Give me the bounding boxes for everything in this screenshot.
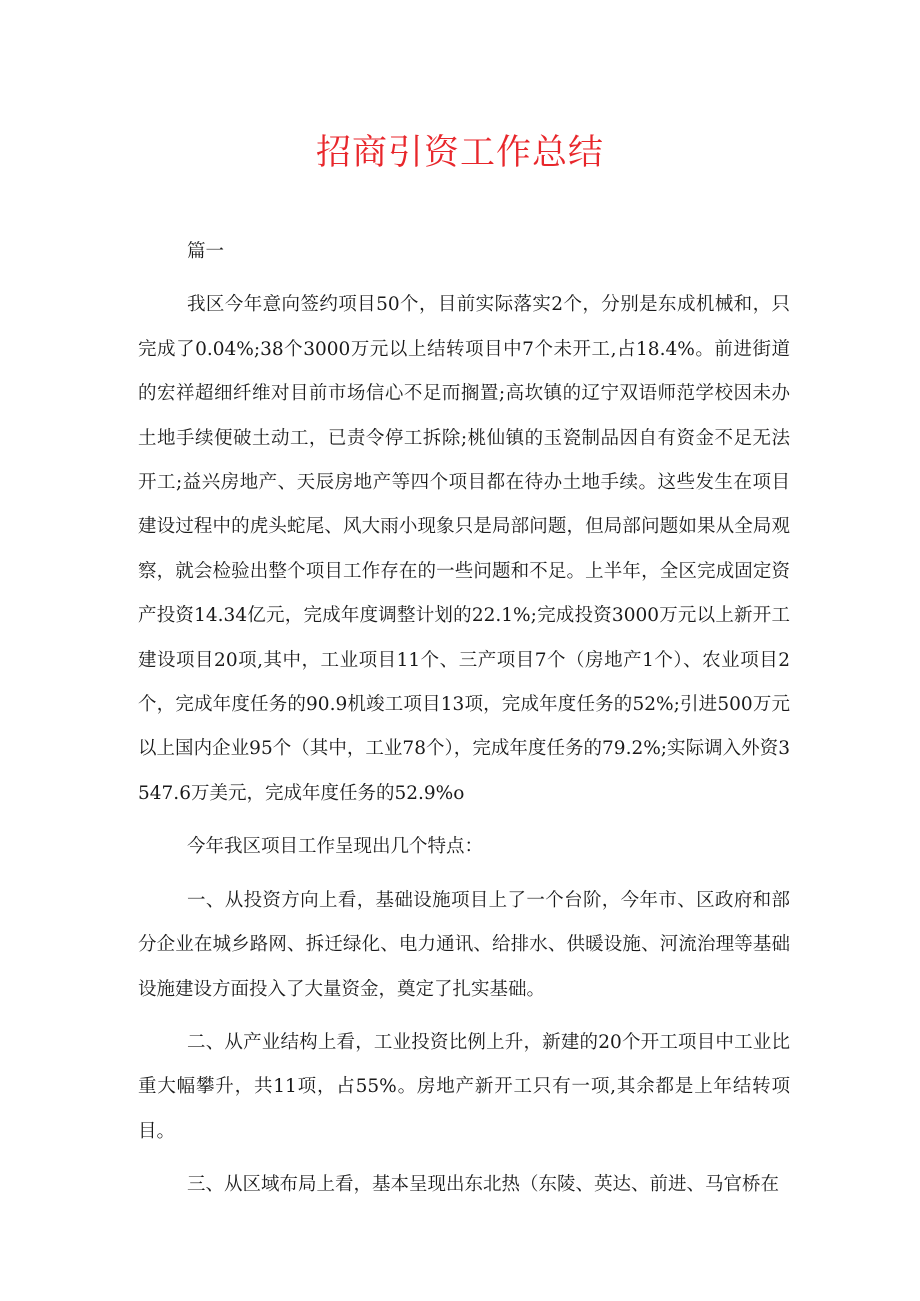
paragraph: 三、从区域布局上看，基本呈现出东北热（东陵、英达、前进、马官桥在 — [187, 1174, 780, 1196]
document-body — [138, 230, 790, 1217]
section-label: 篇一 — [187, 241, 225, 262]
paragraph: 二、从产业结构上看，工业投资比例上升，新建的20个开工项目中工业比重大幅攀升，共11项，占55%。房地产新开工只有一项,其余都是上年结转项目。 — [138, 1031, 790, 1142]
paragraph: 一、从投资方向上看，基础设施项目上了一个台阶，今年市、区政府和部分企业在城乡路网、拆迁绿化、电力通讯、给排水、供暖设施、河流治理等基础设施建设方面投入了大量资金，奠定了扎实基础。 — [138, 889, 790, 1000]
paragraph: 今年我区项目工作呈现出几个特点： — [187, 836, 484, 858]
document-title: 招商引资工作总结 — [315, 133, 604, 173]
paragraph: 我区今年意向签约项目50个，目前实际落实2个，分别是东成机械和，只完成了0.04%;38个3000万元以上结转项目中7个未开工,占18.4%。前进街道的宏祥超细纤维对目前市场信心不足而搁置;高坎镇的辽宁双语师范学校因未办土地手续便破土动工，已责令停工拆除;桃仙镇的玉瓷制品因自有资金不足无法开工;益兴房地产、天辰房地产等四个项目都在待办土地手续。这些发生在项目建设过程中的虎头蛇尾、风大雨小现象只是局部问题，但局部问题如果从全局观察，就会检验出整个项目工作存在的一些问题和不足。上半年，全区完成固定资产投资14.34亿元，完成年度调整计划的22.1%;完成投资3000万元以上新开工建设项目20项,其中，工业项目11个、三产项目7个（房地产1个）、农业项目2个，完成年度任务的90.9机竣工项目13项，完成年度任务的52%;引进500万元以上国内企业95个（其中，工业78个），完成年度任务的79.2%;实际调入外资3547.6万美元，完成年度任务的52.9%o — [138, 294, 790, 804]
